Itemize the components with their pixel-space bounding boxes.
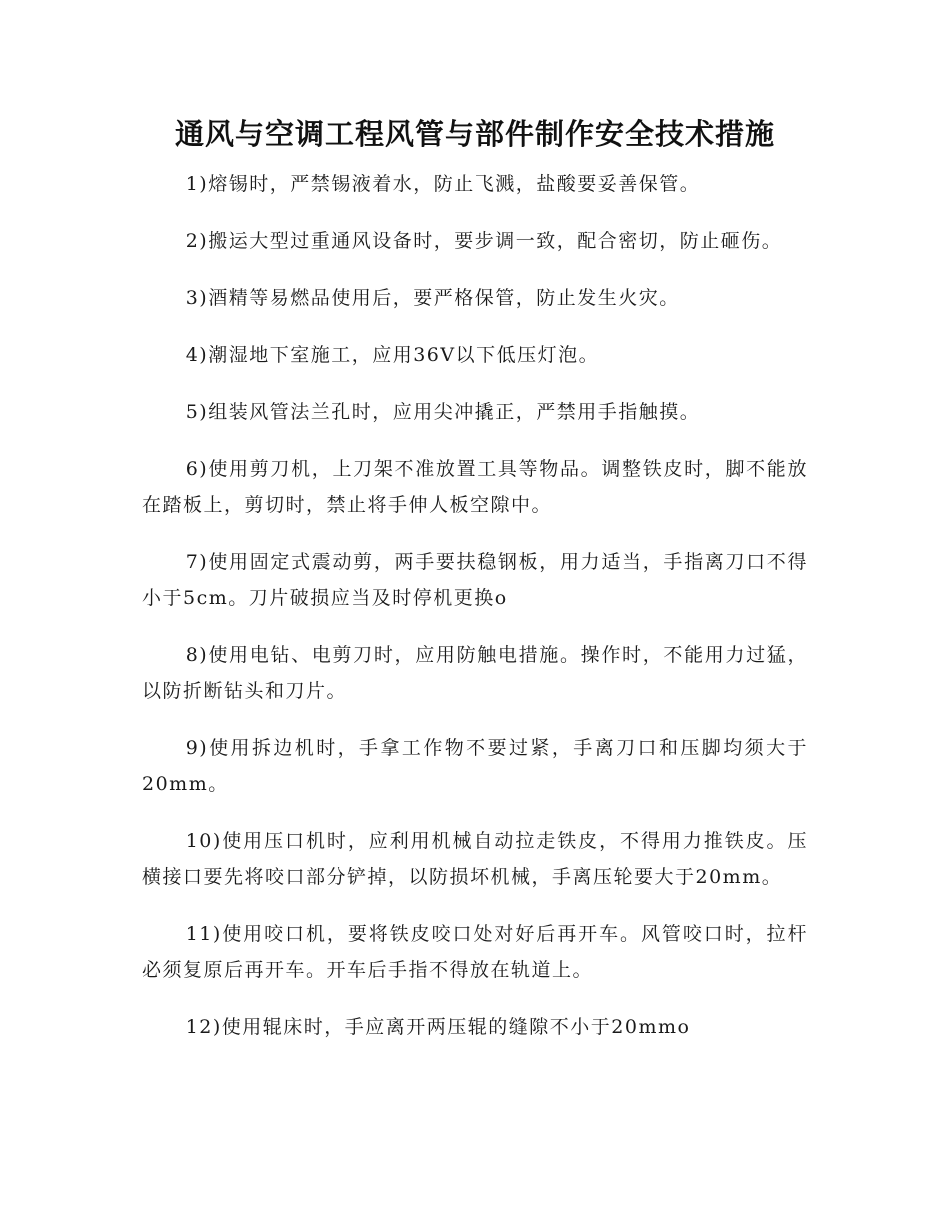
paragraph-1: 1)熔锡时，严禁锡液着水，防止飞溅，盐酸要妥善保管。 — [185, 173, 701, 195]
paragraph-12: 12)使用辊床时，手应离开两压辊的缝隙不小于20mmo — [185, 1016, 691, 1038]
document-title: 通风与空调工程风管与部件制作安全技术措施 — [174, 117, 775, 151]
paragraph-3: 3)酒精等易燃品使用后，要严格保管，防止发生火灾。 — [185, 287, 680, 309]
paragraph-8: 8)使用电钻、电剪刀时，应用防触电措施。操作时，不能用力过猛，以防折断钻头和刀片。 — [142, 644, 808, 702]
document-body — [142, 166, 808, 1066]
paragraph-11: 11)使用咬口机，要将铁皮咬口处对好后再开车。风管咬口时，拉杆必须复原后再开车。开车后手指不得放在轨道上。 — [142, 923, 808, 981]
paragraph-2: 2)搬运大型过重通风设备时，要步调一致，配合密切，防止砸伤。 — [185, 230, 783, 252]
paragraph-5: 5)组装风管法兰孔时，应用尖冲撬正，严禁用手指触摸。 — [185, 401, 701, 423]
paragraph-6: 6)使用剪刀机，上刀架不准放置工具等物品。调整铁皮时，脚不能放在踏板上，剪切时，禁止将手伸人板空隙中。 — [142, 458, 808, 516]
paragraph-4: 4)潮湿地下室施工，应用36V以下低压灯泡。 — [185, 344, 600, 366]
paragraph-10: 10)使用压口机时，应利用机械自动拉走铁皮，不得用力推铁皮。压横接口要先将咬口部分铲掉，以防损坏机械，手离压轮要大于20mm。 — [142, 830, 808, 888]
paragraph-7: 7)使用固定式震动剪，两手要扶稳钢板，用力适当，手指离刀口不得小于5cm。刀片破损应当及时停机更换o — [142, 551, 808, 609]
paragraph-9: 9)使用拆边机时，手拿工作物不要过紧，手离刀口和压脚均须大于20mm。 — [142, 737, 808, 795]
